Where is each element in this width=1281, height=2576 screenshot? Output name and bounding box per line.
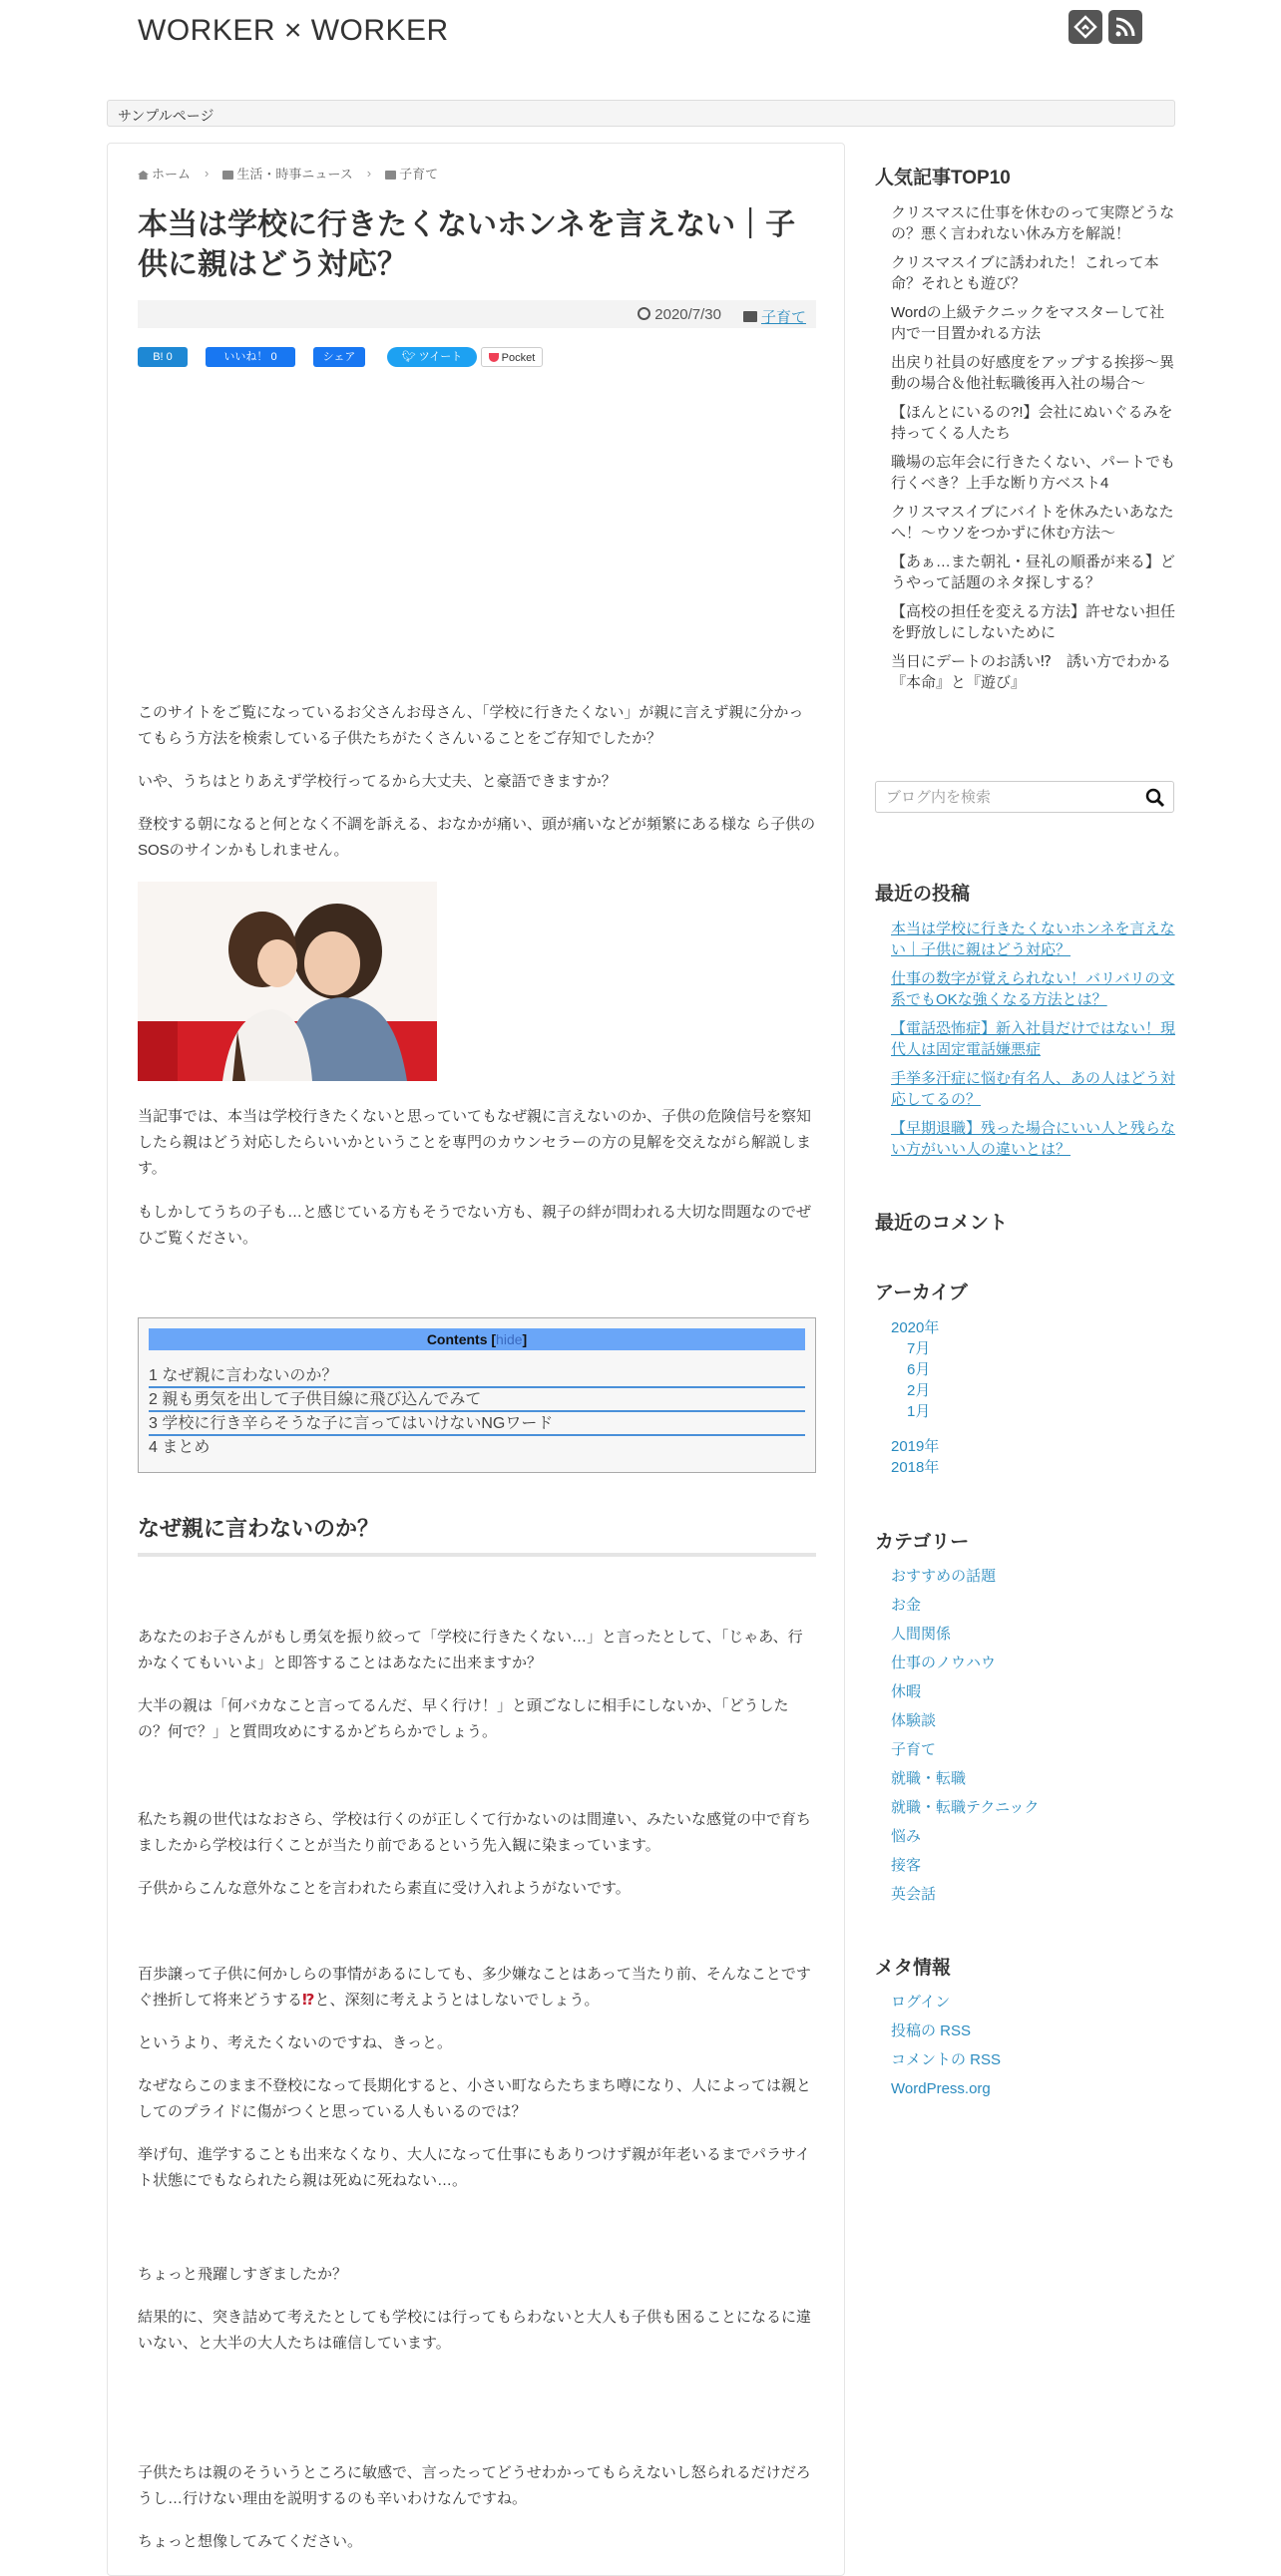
popular-post-link[interactable]: 【ほんとにいるの?!】会社にぬいぐるみを持ってくる人たち — [891, 404, 1173, 442]
popular-post-link[interactable]: 【高校の担任を変える方法】許せない担任を野放しにしないために — [891, 603, 1176, 641]
comments-rss-link[interactable]: コメントの RSS — [891, 2051, 1002, 2068]
popular-post-link[interactable]: クリスマスイブにバイトを休みたいあなたへ！～ウソをつかずに休む方法～ — [891, 504, 1174, 542]
body-paragraph: なぜならこのまま不登校になって長期化すると、小さい町ならたちまち噂になり、人によっては親としてのプライドに傷がつくと思っている人もいるのでは？ — [138, 2077, 812, 2120]
recent-post-link[interactable]: 【早期退職】残った場合にいい人と残らない方がいい人の違いとは？ — [891, 1120, 1176, 1158]
recent-post-link[interactable]: 【電話恐怖症】新入社員だけではない！現代人は固定電話嫌悪症 — [891, 1020, 1176, 1058]
folder-icon — [222, 171, 233, 180]
category-link[interactable]: 体験談 — [891, 1712, 937, 1729]
table-of-contents — [138, 1317, 816, 1473]
toc-item[interactable]: 1 なぜ親に言わないのか？ — [149, 1364, 805, 1388]
folder-icon — [743, 311, 757, 322]
clock-icon — [638, 307, 650, 320]
category-link[interactable]: 人間関係 — [891, 1626, 952, 1643]
categories-heading: カテゴリー — [875, 1532, 970, 1553]
category-link[interactable]: 仕事のノウハウ — [891, 1655, 997, 1671]
recent-post-link[interactable]: 手挙多汗症に悩む有名人、あの人はどう対応してるの？ — [891, 1070, 1176, 1108]
post-date: 2020/7/30 — [638, 306, 721, 323]
popular-post-link[interactable]: 【あぁ…また朝礼・昼礼の順番が来る】どうやって話題のネタ探しする？ — [891, 553, 1175, 591]
category-link[interactable]: 就職・転職 — [891, 1770, 967, 1787]
body-paragraph: 大半の親は「何バカなこと言ってるんだ、早く行け！」と頭ごなしに相手にしないか、「どうしたの？何で？」と質問攻めにするかどちらかでしょう。 — [138, 1697, 789, 1740]
breadcrumb-subcategory[interactable]: 子育て — [385, 164, 438, 183]
section-heading: なぜ親に言わないのか？ — [138, 1512, 816, 1557]
category-link[interactable]: 子育て — [891, 1741, 937, 1758]
popular-post-link[interactable]: クリスマスに仕事を休むのって実際どうなの？悪く言われない休み方を解説！ — [891, 204, 1175, 242]
popular-post-link[interactable]: 当日にデートのお誘い⁉ 誘い方でわかる『本命』と『遊び』 — [891, 653, 1171, 691]
meta-heading: メタ情報 — [875, 1958, 952, 1979]
hatena-bookmark-button[interactable]: B! 0 — [138, 347, 188, 367]
breadcrumb — [138, 164, 438, 183]
recent-posts-list — [891, 919, 1175, 1168]
intro-paragraph: このサイトをご覧になっているお父さんお母さん、「学校に行きたくない」が親に言えず親に分かってもらう方法を検索している子供たちがたくさんいることをご存知でしたか？ — [138, 704, 804, 747]
body-paragraph: 当記事では、本当は学校行きたくないと思っていてもなぜ親に言えないのか、子供の危険信号を察知したら親はどう対応したらいいかということを専門のカウンセラーの方の見解を交えながら解説します。 — [138, 1108, 812, 1177]
search-input[interactable] — [886, 789, 1125, 806]
archive-year-link[interactable]: 2018年 — [891, 1459, 940, 1476]
body-paragraph: 結果的に、突き詰めて考えたとしても学校には行ってもらわないと大人も子供も困ることになるに違いない、と大半の大人たちは確信しています。 — [138, 2309, 812, 2352]
breadcrumb-separator: › — [366, 166, 372, 181]
toc-item[interactable]: 4 まとめ — [149, 1439, 211, 1456]
category-link[interactable]: お金 — [891, 1597, 922, 1614]
article-meta — [138, 300, 816, 328]
archive-year-link[interactable]: 2020年 — [891, 1319, 940, 1336]
archive-month-link[interactable]: 6月 — [907, 1361, 931, 1378]
post-category[interactable]: 子育て — [743, 306, 806, 327]
twitter-bird-icon: 🐦︎ — [401, 351, 419, 363]
popular-post-link[interactable]: クリスマスイブに誘われた！これって本命？それとも遊び？ — [891, 254, 1159, 292]
popular-post-link[interactable]: Wordの上級テクニックをマスターして社内で一目置かれる方法 — [891, 304, 1165, 342]
body-paragraph: 子供たちは親のそういうところに敏感で、言ったってどうせわかってもらえないし怒られるだけだろうし…行けない理由を説明するのも辛いわけなんですね。 — [138, 2464, 811, 2507]
category-link[interactable]: 英会話 — [891, 1886, 937, 1903]
category-link[interactable]: 休暇 — [891, 1683, 922, 1700]
toc-item[interactable]: 2 親も勇気を出して子供目線に飛び込んでみて — [149, 1388, 805, 1412]
rss-icon[interactable] — [1108, 10, 1142, 44]
category-link[interactable]: 接客 — [891, 1857, 922, 1874]
body-paragraph: ちょっと想像してみてください。 — [138, 2533, 363, 2550]
feedly-icon[interactable] — [1068, 10, 1102, 44]
popular-post-link[interactable]: 職場の忘年会に行きたくない、パートでも行くべき？上手な断り方ベスト4 — [891, 454, 1176, 492]
folder-icon — [385, 171, 396, 180]
search-icon[interactable] — [1145, 788, 1165, 808]
body-paragraph: もしかしてうちの子も…と感じている方もそうでない方も、親子の絆が問われる大切な問題なのでぜひご覧ください。 — [138, 1204, 812, 1247]
recent-posts-heading: 最近の投稿 — [875, 884, 971, 905]
recent-comments-heading: 最近のコメント — [875, 1213, 1009, 1234]
breadcrumb-separator: › — [205, 166, 210, 181]
body-paragraph: 百歩譲って子供に何かしらの事情があるにしても、多少嫌なことはあって当たり前、そんなことですぐ挫折して将来どうする⁉と、深刻に考えようとはしないでしょう。 — [138, 1966, 811, 2009]
archive-list — [891, 1317, 1175, 1478]
popular-posts-list — [891, 202, 1175, 701]
toc-header: Contents [hide] — [149, 1328, 805, 1350]
login-link[interactable]: ログイン — [891, 1994, 951, 2011]
header-icons — [1068, 10, 1142, 44]
tweet-button[interactable]: 🐦︎ ツイート — [387, 347, 477, 367]
body-paragraph: ちょっと飛躍しすぎましたか？ — [138, 2266, 348, 2283]
home-icon — [138, 171, 149, 180]
breadcrumb-home[interactable]: ホーム — [138, 164, 191, 183]
popular-posts-heading: 人気記事TOP10 — [875, 168, 1011, 188]
nav-menu — [107, 100, 1175, 127]
pocket-icon — [489, 353, 499, 362]
toc-title: Contents — [426, 1331, 488, 1347]
recent-post-link[interactable]: 仕事の数字が覚えられない！バリバリの文系でもOKな強くなる方法とは？ — [891, 970, 1175, 1008]
site-title[interactable]: WORKER × WORKER — [138, 14, 449, 47]
mother-daughter-photo — [138, 882, 437, 1081]
exclamation-question-mark: ⁉ — [302, 1992, 315, 2009]
article-title: 本当は学校に行きたくないホンネを言えない｜子供に親はどう対応？ — [138, 208, 796, 281]
facebook-share-button[interactable]: シェア — [313, 347, 365, 367]
body-paragraph: あなたのお子さんがもし勇気を振り絞って「学校に行きたくない…」と言ったとして、「じゃあ、行かなくてもいいよ」と即答することはあなたに出来ますか？ — [138, 1629, 803, 1671]
toc-hide-toggle[interactable]: hide — [496, 1331, 523, 1347]
main-content — [107, 143, 845, 2576]
archive-month-link[interactable]: 2月 — [907, 1382, 931, 1399]
archive-heading: アーカイブ — [875, 1283, 968, 1303]
pocket-button[interactable]: Pocket — [481, 347, 543, 367]
nav-item-sample-page[interactable]: サンプルページ — [118, 108, 214, 124]
intro-paragraph: いや、うちはとりあえず学校行ってるから大丈夫、と豪語できますか？ — [138, 773, 617, 790]
category-link[interactable]: おすすめの話題 — [891, 1568, 997, 1585]
toc-item[interactable]: 3 学校に行き辛らそうな子に言ってはいけないNGワード — [149, 1412, 805, 1436]
body-paragraph: 私たち親の世代はなおさら、学校は行くのが正しくて行かないのは間違い、みたいな感覚の中で育ちましたから学校は行くことが当たり前であるという先入観に染まっています。 — [138, 1811, 812, 1854]
popular-post-link[interactable]: 出戻り社員の好感度をアップする挨拶～異動の場合＆他社転職後再入社の場合～ — [891, 354, 1174, 392]
breadcrumb-category[interactable]: 生活・時事ニュース — [222, 164, 352, 183]
site-header — [0, 0, 1281, 95]
search-box — [875, 781, 1174, 813]
meta-list — [891, 1993, 1175, 2108]
categories-list — [891, 1567, 1175, 1914]
intro-paragraph: 登校する朝になると何となく不調を訴える、おなかが痛い、頭が痛いなどが頻繁にある様な ら子供のSOSのサインかもしれません。 — [138, 816, 816, 859]
wordpress-org-link[interactable]: WordPress.org — [891, 2080, 991, 2097]
facebook-like-button[interactable]: いいね！ 0 — [206, 347, 295, 367]
body-paragraph: 子供からこんな意外なことを言われたら素直に受け入れようがないです。 — [138, 1880, 631, 1897]
archive-month-link[interactable]: 1月 — [907, 1403, 931, 1420]
category-link[interactable]: 悩み — [891, 1828, 922, 1845]
body-paragraph: というより、考えたくないのですね、きっと。 — [138, 2034, 453, 2051]
recent-post-link[interactable]: 本当は学校に行きたくないホンネを言えない｜子供に親はどう対応？ — [891, 920, 1175, 958]
category-link[interactable]: 就職・転職テクニック — [891, 1799, 1040, 1816]
body-paragraph: 挙げ句、進学することも出来なくなり、大人になって仕事にもありつけず親が年老いるまでパラサイト状態にでもなられたら親は死ぬに死ねない…。 — [138, 2146, 810, 2189]
archive-month-link[interactable]: 7月 — [907, 1340, 931, 1357]
archive-year-link[interactable]: 2019年 — [891, 1438, 940, 1455]
posts-rss-link[interactable]: 投稿の RSS — [891, 2023, 972, 2039]
